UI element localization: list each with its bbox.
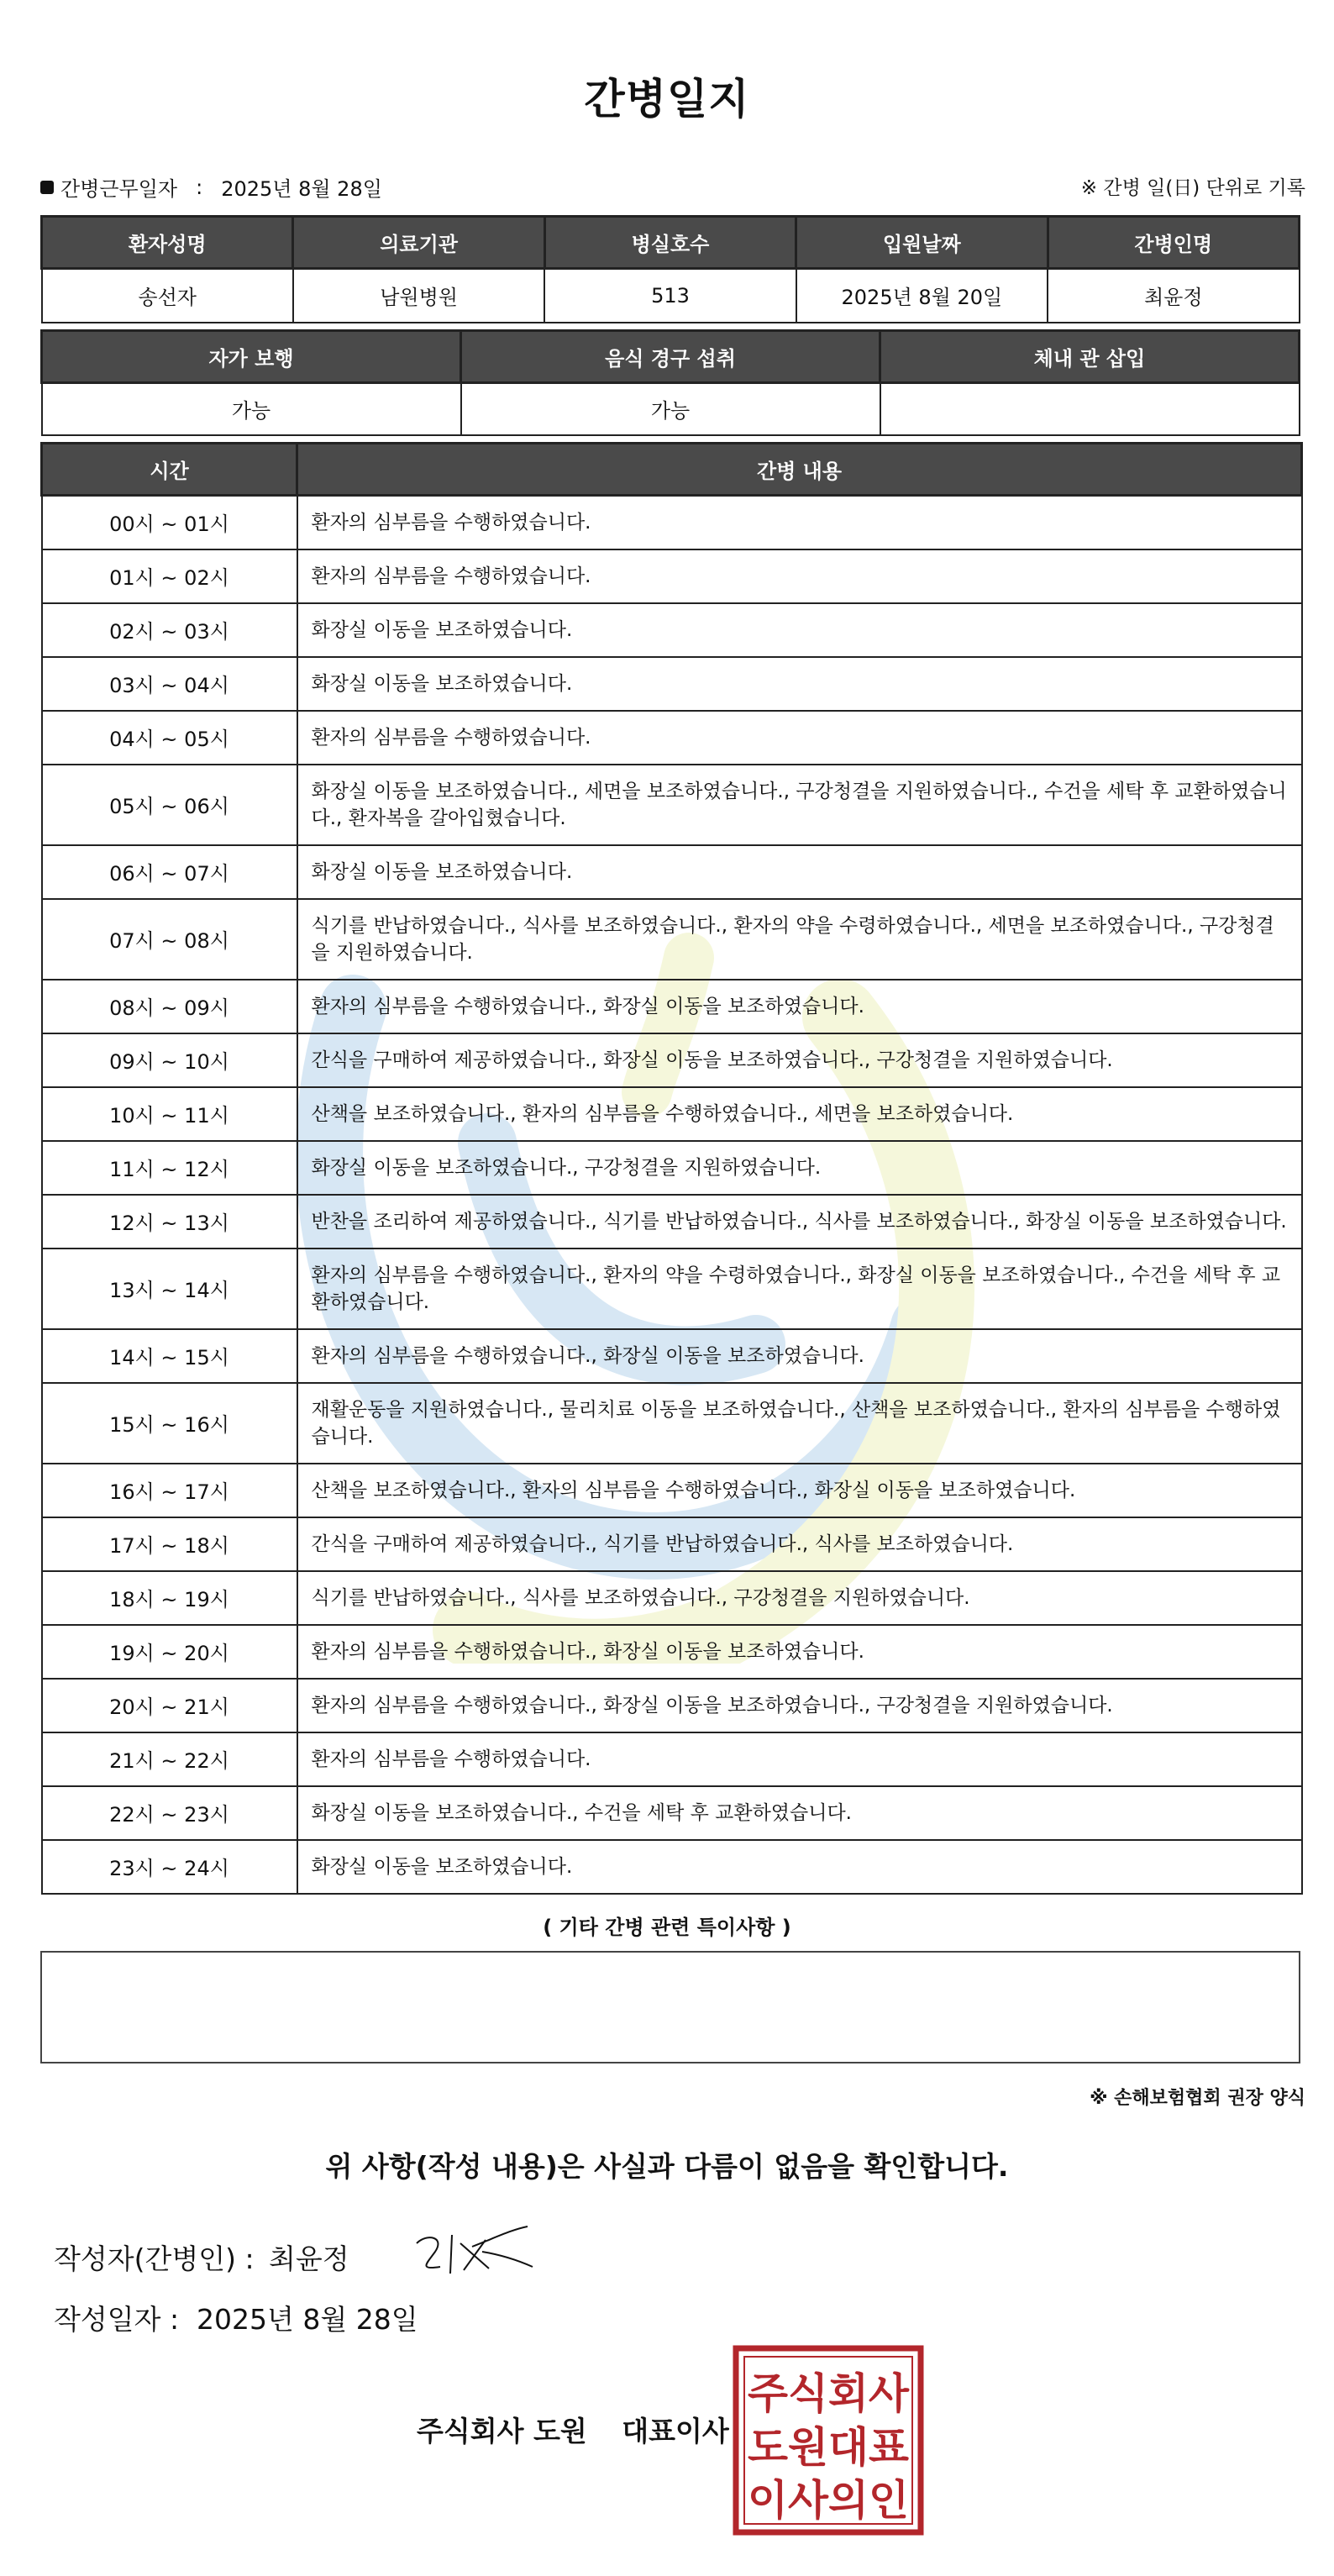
confirmation-statement: 위 사항(작성 내용)은 사실과 다름이 없음을 확인합니다. <box>325 2150 1009 2183</box>
company-seal-icon <box>733 2345 924 2536</box>
form-note: ※ 손해보험협회 권장 양식 <box>1090 2088 1305 2109</box>
special-notes-box <box>40 1951 1300 2063</box>
patient-info-table <box>40 215 1300 323</box>
header-caregiver-name: 간병인명 <box>1048 217 1299 269</box>
care-log-time: 05시 ~ 06시 <box>42 765 297 845</box>
care-log-content: 환자의 심부름을 수행하였습니다. <box>297 711 1302 765</box>
care-log-time: 04시 ~ 05시 <box>42 711 297 765</box>
care-log-time: 20시 ~ 21시 <box>42 1679 297 1732</box>
special-notes-title: ( 기타 간병 관련 특이사항 ) <box>543 1916 791 1939</box>
care-log-time: 09시 ~ 10시 <box>42 1033 297 1087</box>
svg-text:주식회사: 주식회사 <box>748 2369 910 2418</box>
care-log-row <box>42 1329 1302 1383</box>
care-log-content: 산책을 보조하였습니다., 환자의 심부름을 수행하였습니다., 화장실 이동을 보조하였습니다. <box>297 1464 1302 1517</box>
header-oral-intake: 음식 경구 섭취 <box>461 331 880 383</box>
header-hospital: 의료기관 <box>293 217 544 269</box>
company-signature-line <box>417 2410 729 2449</box>
care-log-row <box>42 1249 1302 1329</box>
care-log-row <box>42 711 1302 765</box>
company-name: 주식회사 도원 <box>417 2415 587 2447</box>
work-date-separator: : <box>196 175 203 199</box>
patient-status-table <box>40 329 1300 436</box>
svg-text:도원대표: 도원대표 <box>748 2423 910 2472</box>
care-log-time: 15시 ~ 16시 <box>42 1383 297 1464</box>
care-log-time: 12시 ~ 13시 <box>42 1195 297 1249</box>
work-date-row <box>40 172 382 202</box>
work-date-value: 2025년 8월 28일 <box>221 177 382 201</box>
care-log-row <box>42 899 1302 980</box>
admission-date: 2025년 8월 20일 <box>796 269 1048 323</box>
care-log-time: 23시 ~ 24시 <box>42 1840 297 1894</box>
header-self-walking: 자가 보행 <box>42 331 461 383</box>
writer-label: 작성자(간병인) : <box>54 2242 255 2275</box>
care-log-row <box>42 1679 1302 1732</box>
care-log-time: 14시 ~ 15시 <box>42 1329 297 1383</box>
care-log-body <box>42 496 1302 1894</box>
care-log-row <box>42 845 1302 899</box>
care-log-content: 환자의 심부름을 수행하였습니다., 화장실 이동을 보조하였습니다. <box>297 980 1302 1033</box>
care-log-row <box>42 1840 1302 1894</box>
signature-icon <box>402 2218 536 2285</box>
care-log-time: 08시 ~ 09시 <box>42 980 297 1033</box>
care-log-time: 19시 ~ 20시 <box>42 1625 297 1679</box>
header-care-content: 간병 내용 <box>297 444 1302 496</box>
care-log-time: 02시 ~ 03시 <box>42 603 297 657</box>
care-log-row <box>42 1732 1302 1786</box>
care-log-row <box>42 1141 1302 1195</box>
care-log-content: 간식을 구매하여 제공하였습니다., 식기를 반납하였습니다., 식사를 보조하였습니다. <box>297 1517 1302 1571</box>
written-date-row <box>54 2298 418 2337</box>
care-log-row <box>42 657 1302 711</box>
care-log-content: 환자의 심부름을 수행하였습니다., 화장실 이동을 보조하였습니다. <box>297 1329 1302 1383</box>
care-log-time: 21시 ~ 22시 <box>42 1732 297 1786</box>
writer-row <box>54 2237 349 2277</box>
hospital-name: 남원병원 <box>293 269 544 323</box>
care-log-content: 환자의 심부름을 수행하였습니다., 화장실 이동을 보조하였습니다., 구강청결을 지원하였습니다. <box>297 1679 1302 1732</box>
care-log-time: 03시 ~ 04시 <box>42 657 297 711</box>
care-log-content: 식기를 반납하였습니다., 식사를 보조하였습니다., 환자의 약을 수령하였습니다., 세면을 보조하였습니다., 구강청결을 지원하였습니다. <box>297 899 1302 980</box>
care-log-content: 화장실 이동을 보조하였습니다., 구강청결을 지원하였습니다. <box>297 1141 1302 1195</box>
care-log-time: 01시 ~ 02시 <box>42 549 297 603</box>
header-time: 시간 <box>42 444 297 496</box>
care-log-time: 22시 ~ 23시 <box>42 1786 297 1840</box>
care-log-row <box>42 1625 1302 1679</box>
care-log-content: 환자의 심부름을 수행하였습니다., 화장실 이동을 보조하였습니다. <box>297 1625 1302 1679</box>
care-log-content: 화장실 이동을 보조하였습니다. <box>297 845 1302 899</box>
care-log-time: 18시 ~ 19시 <box>42 1571 297 1625</box>
caregiver-name: 최윤정 <box>1048 269 1299 323</box>
care-log-content: 화장실 이동을 보조하였습니다. <box>297 1840 1302 1894</box>
care-log-content: 반찬을 조리하여 제공하였습니다., 식기를 반납하였습니다., 식사를 보조하였습니다., 화장실 이동을 보조하였습니다. <box>297 1195 1302 1249</box>
care-log-row <box>42 1195 1302 1249</box>
self-walking-value: 가능 <box>42 383 461 435</box>
written-date-label: 작성일자 : <box>54 2303 180 2336</box>
care-log-content: 화장실 이동을 보조하였습니다. <box>297 603 1302 657</box>
care-log-content: 산책을 보조하였습니다., 환자의 심부름을 수행하였습니다., 세면을 보조하였습니다. <box>297 1087 1302 1141</box>
care-log-content: 환자의 심부름을 수행하였습니다. <box>297 549 1302 603</box>
care-log-row <box>42 1464 1302 1517</box>
care-log-row <box>42 603 1302 657</box>
document-title: 간병일지 <box>584 75 750 124</box>
care-log-row <box>42 1517 1302 1571</box>
care-log-time: 16시 ~ 17시 <box>42 1464 297 1517</box>
care-log-content: 환자의 심부름을 수행하였습니다., 환자의 약을 수령하였습니다., 화장실 이동을 보조하였습니다., 수건을 세탁 후 교환하였습니다. <box>297 1249 1302 1329</box>
care-log-content: 화장실 이동을 보조하였습니다., 수건을 세탁 후 교환하였습니다. <box>297 1786 1302 1840</box>
svg-text:이사의인: 이사의인 <box>748 2476 909 2525</box>
work-date-label: 간병근무일자 <box>60 177 178 201</box>
care-log-row <box>42 765 1302 845</box>
care-log-content: 간식을 구매하여 제공하였습니다., 화장실 이동을 보조하였습니다., 구강청결을 지원하였습니다. <box>297 1033 1302 1087</box>
care-log-time: 10시 ~ 11시 <box>42 1087 297 1141</box>
care-log-time: 00시 ~ 01시 <box>42 496 297 549</box>
care-log-content: 식기를 반납하였습니다., 식사를 보조하였습니다., 구강청결을 지원하였습니다. <box>297 1571 1302 1625</box>
header-room-number: 병실호수 <box>544 217 796 269</box>
oral-intake-value: 가능 <box>461 383 880 435</box>
care-log-time: 13시 ~ 14시 <box>42 1249 297 1329</box>
bullet-square-icon <box>40 181 54 194</box>
header-admission-date: 입원날짜 <box>796 217 1048 269</box>
care-log-content: 화장실 이동을 보조하였습니다., 세면을 보조하였습니다., 구강청결을 지원하였습니다., 수건을 세탁 후 교환하였습니다., 환자복을 갈아입혔습니다. <box>297 765 1302 845</box>
care-log-row <box>42 1571 1302 1625</box>
care-log-row <box>42 496 1302 549</box>
header-patient-name: 환자성명 <box>42 217 293 269</box>
care-log-row <box>42 1383 1302 1464</box>
care-log-time: 17시 ~ 18시 <box>42 1517 297 1571</box>
care-log-row <box>42 1033 1302 1087</box>
care-log-content: 환자의 심부름을 수행하였습니다. <box>297 1732 1302 1786</box>
care-log-time: 11시 ~ 12시 <box>42 1141 297 1195</box>
care-log-table <box>40 442 1303 1895</box>
care-log-content: 화장실 이동을 보조하였습니다. <box>297 657 1302 711</box>
care-log-time: 06시 ~ 07시 <box>42 845 297 899</box>
care-log-time: 07시 ~ 08시 <box>42 899 297 980</box>
header-tube-insertion: 체내 관 삽입 <box>880 331 1300 383</box>
care-log-row <box>42 549 1302 603</box>
room-number: 513 <box>544 269 796 323</box>
care-log-row <box>42 1087 1302 1141</box>
written-date-value: 2025년 8월 28일 <box>197 2303 418 2336</box>
care-log-content: 재활운동을 지원하였습니다., 물리치료 이동을 보조하였습니다., 산책을 보조하였습니다., 환자의 심부름을 수행하였습니다. <box>297 1383 1302 1464</box>
writer-name: 최윤정 <box>269 2242 349 2275</box>
care-log-row <box>42 980 1302 1033</box>
tube-insertion-value <box>880 383 1300 435</box>
ceo-label: 대표이사 <box>622 2415 729 2447</box>
unit-note: ※ 간병 일(日) 단위로 기록 <box>1080 177 1305 199</box>
patient-name: 송선자 <box>42 269 293 323</box>
care-log-row <box>42 1786 1302 1840</box>
care-log-content: 환자의 심부름을 수행하였습니다. <box>297 496 1302 549</box>
